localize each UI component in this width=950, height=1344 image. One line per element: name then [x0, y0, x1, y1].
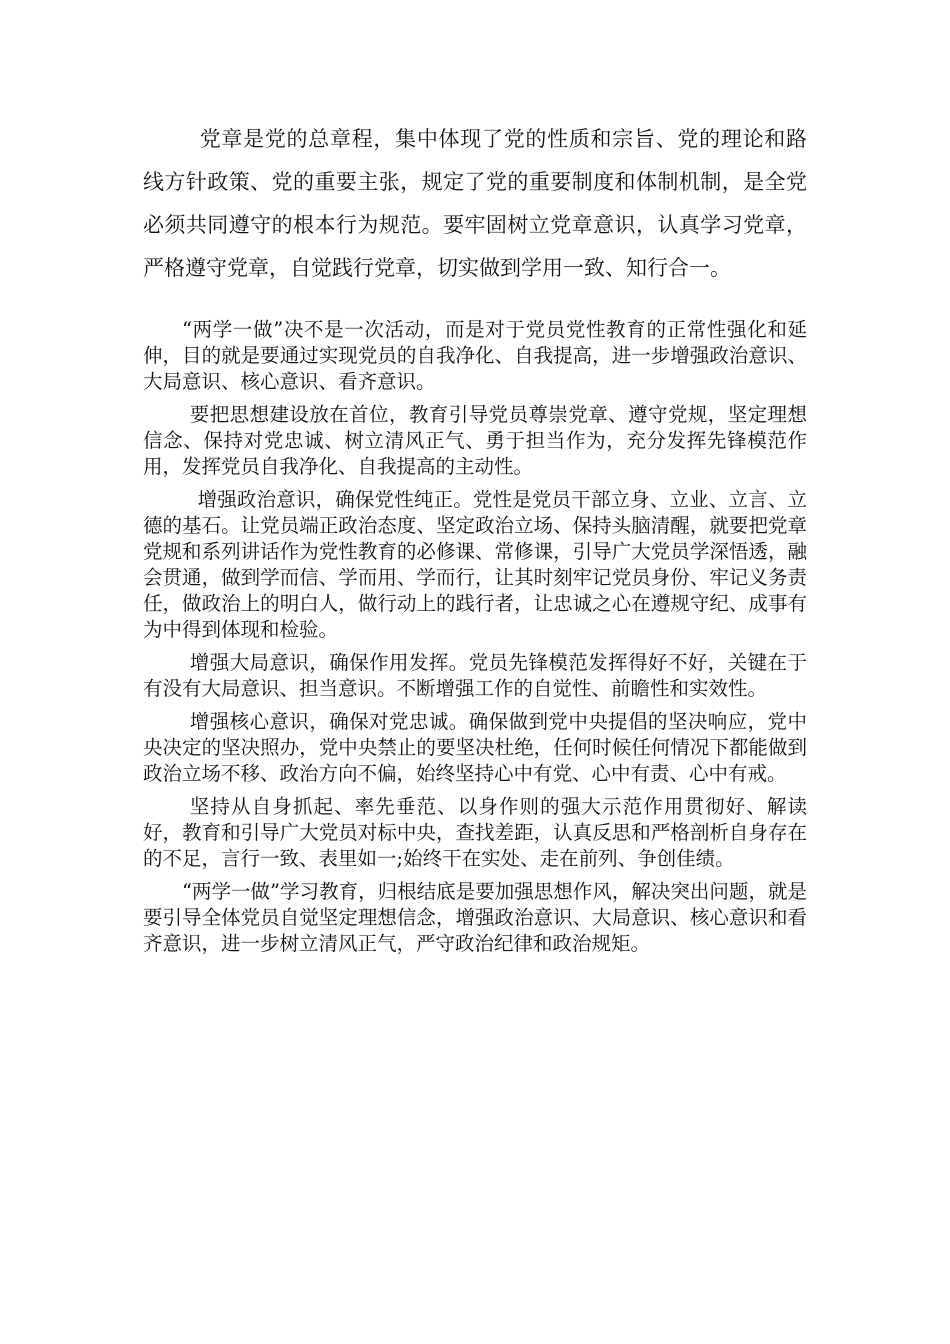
paragraph-conclusion: “两学一做”学习教育，归根结底是要加强思想作风，解决突出问题，就是要引导全体党员自觉坚定理想信念，增强政治意识、大局意识、核心意识和看齐意识，进一步树立清风正气，严守政治纪律和政治规矩。	[143, 880, 807, 955]
paragraph-core-awareness: 增强核心意识，确保对党忠诚。确保做到党中央提倡的坚决响应，党中央决定的坚决照办，党中央禁止的要坚决杜绝，任何时候任何情况下都能做到政治立场不移、政治方向不偏，始终坚持心中有党、心中有责、心中有戒。	[143, 710, 807, 785]
paragraph-two-learn-one-do: “两学一做”决不是一次活动，而是对于党员党性教育的正常性强化和延伸，目的就是要通过实现党员的自我净化、自我提高，进一步增强政治意识、大局意识、核心意识、看齐意识。	[143, 318, 807, 393]
paragraph-political-awareness: 增强政治意识，确保党性纯正。党性是党员干部立身、立业、立言、立德的基石。让党员端正政治态度、坚定政治立场、保持头脑清醒，就要把党章党规和系列讲话作为党性教育的必修课、常修课，引导广大党员学深悟透，融会贯通，做到学而信、学而用、学而行，让其时刻牢记党员身份、牢记义务责任，做政治上的明白人，做行动上的践行者，让忠诚之心在遵规守纪、成事有为中得到体现和检验。	[143, 488, 807, 641]
lead-paragraph: 党章是党的总章程，集中体现了党的性质和宗旨、党的理论和路线方针政策、党的重要主张，规定了党的重要制度和体制机制，是全党必须共同遵守的根本行为规范。要牢固树立党章意识，认真学习党章，严格遵守党章，自觉践行党章，切实做到学用一致、知行合一。	[143, 127, 807, 280]
paragraph-lead-by-example: 坚持从自身抓起、率先垂范、以身作则的强大示范作用贯彻好、解读好，教育和引导广大党员对标中央，查找差距，认真反思和严格剖析自身存在的不足，言行一致、表里如一;始终干在实处、走在前列、争创佳绩。	[143, 795, 807, 870]
body-text	[143, 317, 807, 964]
paragraph-overall-awareness: 增强大局意识，确保作用发挥。党员先锋模范发挥得好不好，关键在于有没有大局意识、担当意识。不断增强工作的自觉性、前瞻性和实效性。	[143, 651, 807, 700]
paragraph-ideological-building: 要把思想建设放在首位，教育引导党员尊崇党章、遵守党规，坚定理想信念、保持对党忠诚、树立清风正气、勇于担当作为，充分发挥先锋模范作用，发挥党员自我净化、自我提高的主动性。	[143, 403, 807, 478]
